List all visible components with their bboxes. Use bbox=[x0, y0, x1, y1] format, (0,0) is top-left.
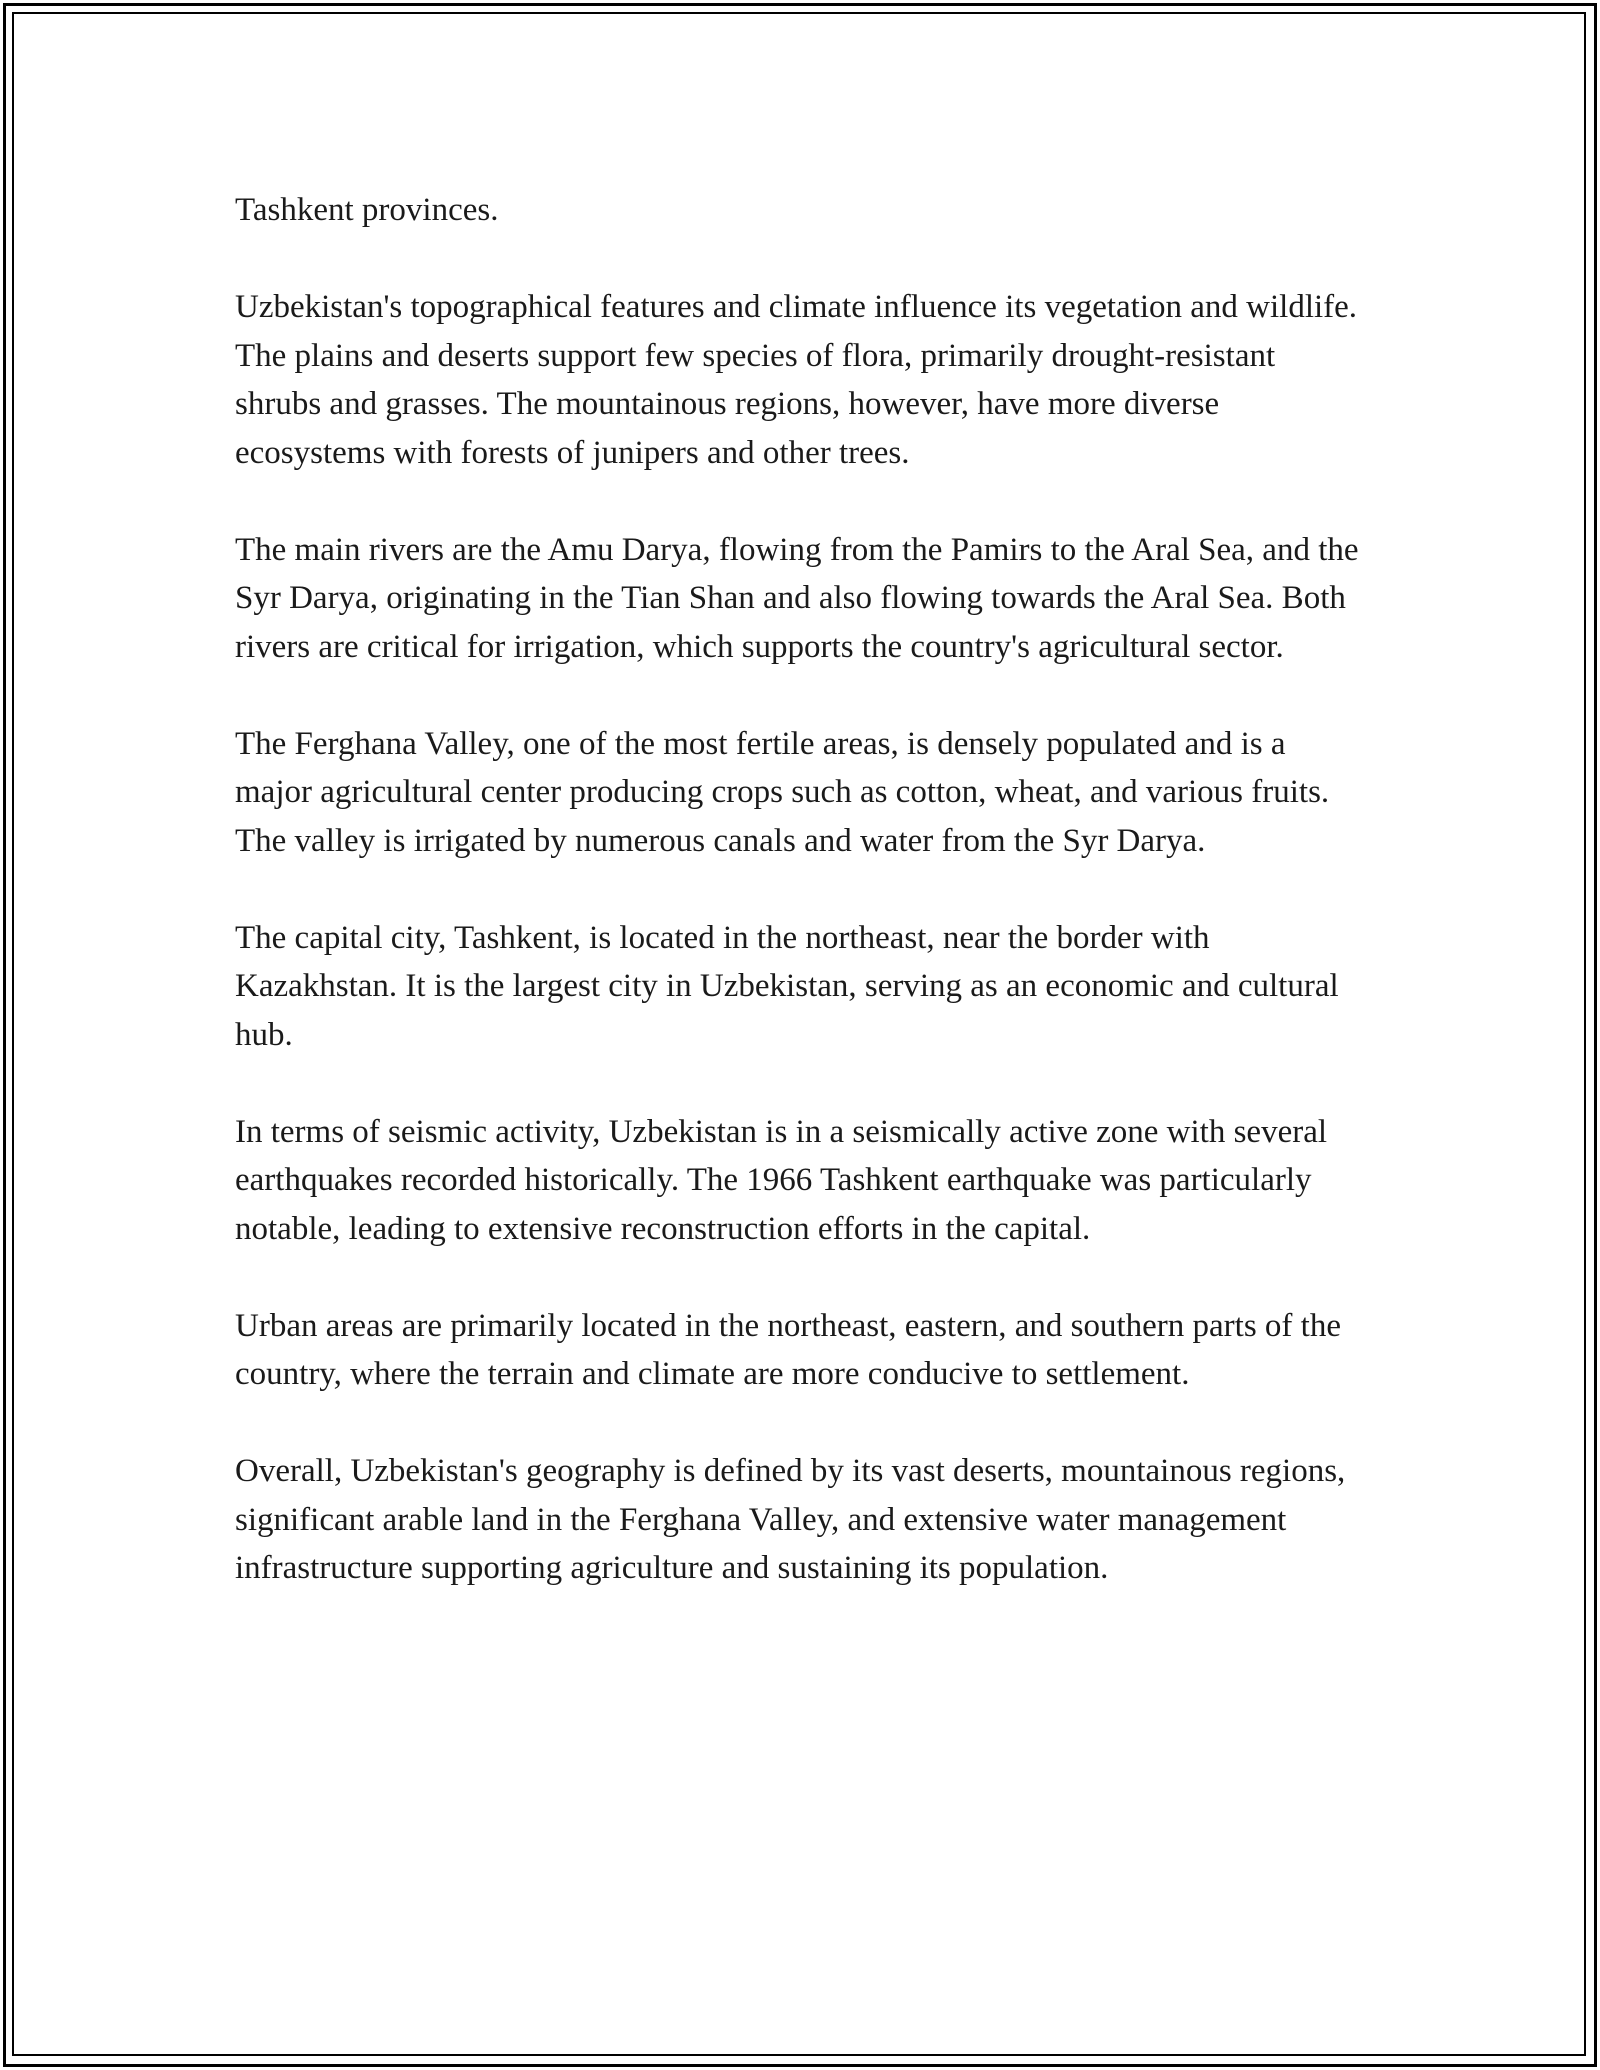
paragraph-provinces-fragment: Tashkent provinces. bbox=[235, 192, 499, 228]
paragraph-seismic-activity: In terms of seismic activity, Uzbekistan is in a seismically active zone with several earthquakes recorded historically. The 1966 Tashkent earthquake was particularly notable, leading to extensive reconstruction efforts in the capital. bbox=[235, 1113, 1328, 1247]
paragraph-capital-city: The capital city, Tashkent, is located in the northeast, near the border with Kazakhstan. It is the largest city in Uzbekistan, serving as an economic and cultural hub. bbox=[235, 919, 1339, 1053]
paragraph-urban-areas: Urban areas are primarily located in the northeast, eastern, and southern parts of the country, where the terrain and climate are more conducive to settlement. bbox=[235, 1307, 1341, 1392]
document-body bbox=[235, 186, 1365, 1593]
paragraph-overall-geography: Overall, Uzbekistan's geography is defined by its vast deserts, mountainous regions, significant arable land in the Ferghana Valley, and extensive water management infrastructure supporting agriculture and sustaining its population. bbox=[235, 1453, 1346, 1586]
paragraph-main-rivers: The main rivers are the Amu Darya, flowing from the Pamirs to the Aral Sea, and the Syr Darya, originating in the Tian Shan and also flowing towards the Aral Sea. Both rivers are critical for irrigation, which supports the country's agricultural sector. bbox=[235, 531, 1359, 665]
paragraph-vegetation-wildlife: Uzbekistan's topographical features and climate influence its vegetation and wildlife. The plains and deserts support few species of flora, primarily drought-resistant shrubs and grasses. The mountainous regions, however, have more diverse ecosystems with forests of junipers and other trees. bbox=[235, 289, 1358, 471]
paragraph-ferghana-valley: The Ferghana Valley, one of the most fertile areas, is densely populated and is a major agricultural center producing crops such as cotton, wheat, and various fruits. The valley is irrigated by numerous canals and water from the Syr Darya. bbox=[235, 725, 1330, 859]
